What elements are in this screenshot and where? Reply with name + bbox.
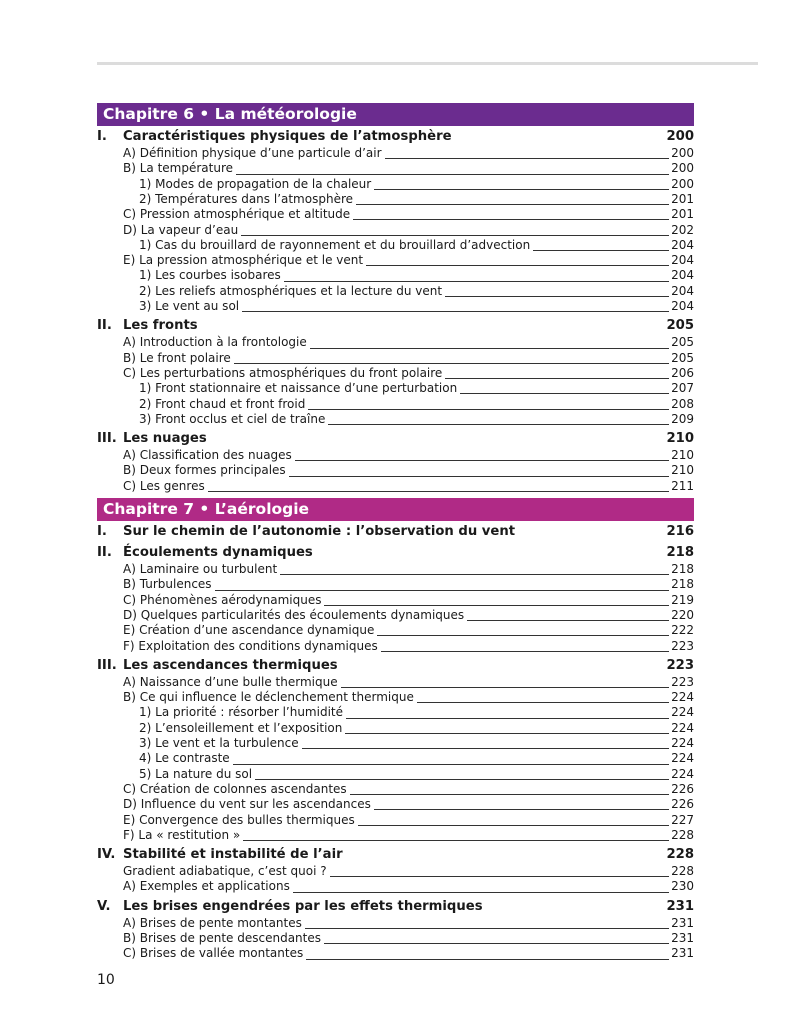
section-number: I. — [97, 129, 107, 144]
page-ref: 205 — [671, 350, 694, 365]
entry-label: A) Exemples et applications — [123, 879, 293, 894]
toc-entry-row — [97, 562, 694, 577]
entry-label: 1) Cas du brouillard de rayonnement et du brouillard d’advection — [139, 238, 533, 253]
toc-entry-row — [97, 916, 694, 931]
entry-label: 2) Températures dans l’atmosphère — [139, 192, 356, 207]
entry-label: 3) Le vent et la turbulence — [139, 736, 302, 751]
toc-entry-row — [97, 721, 694, 736]
toc-entry-row — [97, 577, 694, 592]
page-ref: 206 — [671, 365, 694, 380]
entry-label: 3) Le vent au sol — [139, 299, 242, 314]
entry-label: 4) Le contraste — [139, 751, 233, 766]
entry-label: Gradient adiabatique, c’est quoi ? — [123, 864, 330, 879]
toc-entry-row — [97, 608, 694, 623]
page-ref: 205 — [671, 335, 694, 350]
toc-entry-row — [97, 931, 694, 946]
entry-label: E) Création d’une ascendance dynamique — [123, 623, 377, 638]
section-title: Caractéristiques physiques de l’atmosphère — [123, 128, 455, 146]
page-ref: 200 — [671, 176, 694, 191]
entry-label: 2) Les reliefs atmosphériques et la lecture du vent — [139, 284, 445, 299]
page-ref: 224 — [671, 720, 694, 735]
toc-section-row — [97, 523, 694, 541]
entry-label: E) La pression atmosphérique et le vent — [123, 253, 366, 268]
page-ref: 226 — [671, 797, 694, 812]
toc-entry-row — [97, 593, 694, 608]
page-ref: 218 — [671, 562, 694, 576]
section-number: V. — [97, 898, 111, 914]
top-rule — [97, 62, 758, 65]
section-number: IV. — [97, 847, 116, 863]
entry-label: A) Introduction à la frontologie — [123, 335, 310, 350]
section-number: II. — [97, 545, 112, 560]
toc-entry-row — [97, 751, 694, 766]
toc-entry-row — [97, 813, 694, 828]
toc-entry-row — [97, 161, 694, 176]
page-ref: 216 — [666, 524, 694, 539]
toc-entry-row — [97, 335, 694, 350]
section-number: II. — [97, 318, 112, 334]
toc-entry-row — [97, 736, 694, 751]
chapter-heading: Chapitre 7 • L’aérologie — [97, 498, 694, 521]
toc-entry-row — [97, 797, 694, 812]
page-ref: 208 — [671, 396, 694, 411]
page-ref: 209 — [671, 411, 694, 426]
page-ref: 204 — [671, 268, 694, 283]
entry-label: 5) La nature du sol — [139, 767, 255, 782]
page-ref: 218 — [671, 577, 694, 592]
toc-entry-row — [97, 690, 694, 705]
page-ref: 200 — [666, 129, 694, 144]
page-ref: 231 — [671, 931, 694, 945]
page-ref: 210 — [666, 431, 694, 447]
toc-entry-row — [97, 767, 694, 782]
toc-entry-row — [97, 412, 694, 427]
toc-entry-row — [97, 268, 694, 283]
toc-entry-row — [97, 397, 694, 412]
entry-label: 1) Front stationnaire et naissance d’une perturbation — [139, 381, 460, 396]
toc-entry-row — [97, 253, 694, 268]
entry-label: B) La température — [123, 161, 236, 176]
toc-entry-row — [97, 299, 694, 314]
section-title: Les ascendances thermiques — [123, 657, 341, 675]
toc-entry-row — [97, 284, 694, 299]
toc-entry-row — [97, 448, 694, 463]
toc-entry-row — [97, 946, 694, 961]
page-ref: 207 — [671, 381, 694, 396]
page-ref: 218 — [666, 545, 694, 560]
entry-label: F) Exploitation des conditions dynamiques — [123, 639, 381, 654]
page-ref: 202 — [671, 222, 694, 237]
page-ref: 210 — [671, 463, 694, 478]
entry-label: C) Les perturbations atmosphériques du front polaire — [123, 366, 445, 381]
entry-label: C) Phénomènes aérodynamiques — [123, 593, 324, 608]
page-ref: 201 — [671, 207, 694, 222]
page-ref: 224 — [671, 705, 694, 720]
toc-section-row — [97, 898, 694, 916]
page-ref: 228 — [666, 847, 694, 863]
page-ref: 227 — [671, 812, 694, 827]
entry-label: B) Ce qui influence le déclenchement thermique — [123, 690, 417, 705]
page-ref: 204 — [671, 253, 694, 268]
page-ref: 224 — [671, 690, 694, 705]
toc-section-row — [97, 657, 694, 675]
toc-entry-row — [97, 463, 694, 478]
chapter-heading: Chapitre 6 • La météorologie — [97, 103, 694, 126]
page-number: 10 — [97, 972, 115, 988]
page-ref: 230 — [671, 879, 694, 894]
toc-entry-row — [97, 639, 694, 654]
entry-label: B) Turbulences — [123, 577, 215, 592]
entry-label: B) Deux formes principales — [123, 463, 289, 478]
entry-label: 2) L’ensoleillement et l’exposition — [139, 721, 345, 736]
toc-entry-row — [97, 146, 694, 161]
toc-entry-row — [97, 192, 694, 207]
toc-entry-row — [97, 238, 694, 253]
entry-label: D) Quelques particularités des écoulements dynamiques — [123, 608, 467, 623]
toc-section-row — [97, 317, 694, 335]
entry-label: A) Naissance d’une bulle thermique — [123, 675, 341, 690]
section-title: Stabilité et instabilité de l’air — [123, 846, 346, 864]
section-title: Les brises engendrées par les effets thermiques — [123, 898, 486, 916]
toc-entry-row — [97, 479, 694, 494]
entry-label: E) Convergence des bulles thermiques — [123, 813, 358, 828]
page-ref: 231 — [671, 946, 694, 961]
toc-section-row — [97, 544, 694, 562]
entry-label: A) Laminaire ou turbulent — [123, 562, 280, 577]
entry-label: F) La « restitution » — [123, 828, 243, 843]
toc-entry-row — [97, 705, 694, 720]
toc-entry-row — [97, 207, 694, 222]
section-title: Sur le chemin de l’autonomie : l’observation du vent — [123, 523, 518, 541]
entry-label: B) Le front polaire — [123, 351, 234, 366]
page-ref: 204 — [671, 283, 694, 298]
toc-entry-row — [97, 223, 694, 238]
toc-entry-row — [97, 782, 694, 797]
section-title: Écoulements dynamiques — [123, 544, 316, 562]
section-number: III. — [97, 657, 117, 673]
page-ref: 224 — [671, 766, 694, 781]
entry-label: A) Classification des nuages — [123, 448, 295, 463]
page-ref: 224 — [671, 751, 694, 766]
page-ref: 231 — [666, 898, 694, 914]
page-ref: 210 — [671, 448, 694, 463]
page-ref: 223 — [671, 674, 694, 689]
page-ref: 222 — [671, 623, 694, 638]
page-ref: 223 — [666, 657, 694, 673]
entry-label: 1) La priorité : résorber l’humidité — [139, 705, 346, 720]
entry-label: 3) Front occlus et ciel de traîne — [139, 412, 328, 427]
toc-section-row — [97, 430, 694, 448]
page-ref: 224 — [671, 736, 694, 750]
page-ref: 231 — [671, 915, 694, 930]
entry-label: C) Pression atmosphérique et altitude — [123, 207, 353, 222]
toc-entry-row — [97, 366, 694, 381]
page-ref: 219 — [671, 592, 694, 607]
entry-label: C) Création de colonnes ascendantes — [123, 782, 350, 797]
page-ref: 226 — [671, 781, 694, 796]
section-title: Les nuages — [123, 430, 210, 448]
page-ref: 205 — [666, 318, 694, 334]
toc-entry-row — [97, 623, 694, 638]
entry-label: 2) Front chaud et front froid — [139, 397, 308, 412]
dot-leader — [123, 491, 692, 492]
toc-entry-row — [97, 675, 694, 690]
toc-section-row — [97, 846, 694, 864]
entry-label: 1) Modes de propagation de la chaleur — [139, 177, 374, 192]
section-number: III. — [97, 431, 117, 447]
page-ref: 200 — [671, 161, 694, 176]
page-ref: 228 — [671, 827, 694, 842]
toc-entry-row — [97, 864, 694, 879]
entry-label: B) Brises de pente descendantes — [123, 931, 324, 946]
toc-entry-row — [97, 351, 694, 366]
toc-section-row — [97, 128, 694, 146]
entry-label: D) Influence du vent sur les ascendances — [123, 797, 374, 812]
section-title: Les fronts — [123, 317, 201, 335]
entry-label: C) Brises de vallée montantes — [123, 946, 306, 961]
page-ref: 223 — [671, 638, 694, 653]
toc-entry-row — [97, 177, 694, 192]
toc-entry-row — [97, 879, 694, 894]
entry-label: C) Les genres — [123, 479, 208, 494]
page-ref: 204 — [671, 299, 694, 313]
toc-entry-row — [97, 381, 694, 396]
page-ref: 200 — [671, 146, 694, 160]
page-ref: 201 — [671, 191, 694, 206]
entry-label: A) Définition physique d’une particule d’air — [123, 146, 385, 161]
page-ref: 211 — [671, 478, 694, 493]
entry-label: 1) Les courbes isobares — [139, 268, 284, 283]
toc-entry-row — [97, 828, 694, 843]
entry-label: D) La vapeur d’eau — [123, 223, 241, 238]
page-ref: 204 — [671, 237, 694, 252]
page-ref: 220 — [671, 607, 694, 622]
entry-label: A) Brises de pente montantes — [123, 916, 305, 931]
page-ref: 228 — [671, 864, 694, 879]
section-number: I. — [97, 524, 107, 539]
